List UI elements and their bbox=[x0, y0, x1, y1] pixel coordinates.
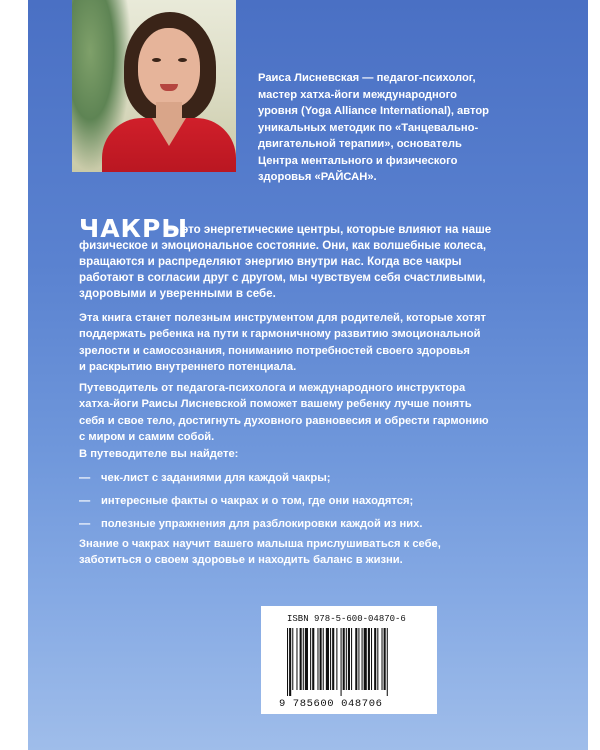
list-item-text: полезные упражнения для разблокировки каждой из них. bbox=[101, 518, 423, 530]
bio-line: мастер хатха-йоги международного bbox=[258, 88, 457, 101]
intro-line: физическое и эмоциональное состояние. Они, как волшебные колеса, bbox=[79, 239, 487, 252]
para-line: заботиться о своем здоровье и находить баланс в жизни. bbox=[79, 554, 403, 567]
para-line: хатха-йоги Раисы Лисневской поможет вашему ребенку лучше понять bbox=[79, 398, 472, 411]
para-line: поддержать ребенка на пути к гармоничному развитию эмоциональной bbox=[79, 328, 481, 341]
barcode-bar bbox=[289, 628, 291, 696]
barcode-bar bbox=[317, 628, 318, 690]
list-item bbox=[79, 518, 422, 530]
para-line: и раскрытию внутреннего потенциала. bbox=[79, 360, 297, 373]
barcode-bar bbox=[287, 628, 288, 696]
paragraph-guide-description bbox=[79, 380, 569, 445]
barcode-bar bbox=[358, 628, 359, 690]
author-eye-left bbox=[152, 58, 161, 62]
list-dash: — bbox=[79, 472, 91, 484]
list-dash: — bbox=[79, 495, 91, 507]
barcode-bar bbox=[310, 628, 311, 690]
author-face bbox=[138, 28, 200, 108]
barcode-bar bbox=[296, 628, 297, 690]
list-item-text: чек-лист с заданиями для каждой чакры; bbox=[101, 472, 331, 484]
para-line: Знание о чакрах научит вашего малыша прислушиваться к себе, bbox=[79, 538, 441, 550]
barcode-bar bbox=[341, 628, 342, 696]
barcode-bar bbox=[364, 628, 367, 690]
bio-line: двигательной терапии», основатель bbox=[258, 138, 462, 150]
chakras-logo: ЧАКРЫ bbox=[79, 214, 189, 243]
barcode-bar bbox=[387, 628, 388, 696]
bio-line: уровня (Yoga Alliance International), автор bbox=[258, 105, 489, 117]
barcode-bar bbox=[374, 628, 376, 690]
isbn-digits: 9 785600 048706 bbox=[279, 698, 383, 710]
list-item bbox=[79, 472, 331, 484]
blouse-collar bbox=[152, 118, 186, 146]
barcode-bar bbox=[351, 628, 352, 690]
barcode-bar bbox=[368, 628, 370, 690]
author-eye-right bbox=[178, 58, 187, 62]
barcode-bar bbox=[305, 628, 308, 690]
para-line: с миром и самим собой. bbox=[79, 430, 215, 443]
barcode-bar bbox=[332, 628, 334, 690]
para-line: зрелости и самосознания, пониманию потребностей своего здоровья bbox=[79, 344, 470, 357]
barcode-bar bbox=[346, 628, 347, 690]
list-dash: — bbox=[79, 518, 91, 530]
list-item-text: интересные факты о чакрах и о том, где они находятся; bbox=[101, 495, 414, 507]
author-photo bbox=[72, 0, 236, 172]
paragraph-closing bbox=[79, 536, 569, 569]
barcode-bar bbox=[336, 628, 337, 690]
barcode-bar bbox=[300, 628, 302, 690]
barcode-bar bbox=[343, 628, 345, 690]
barcode-bar bbox=[303, 628, 304, 690]
book-back-cover bbox=[28, 0, 588, 750]
bio-line: Центра ментального и физического bbox=[258, 154, 458, 167]
isbn-label: ISBN 978-5-600-04870-6 bbox=[287, 614, 406, 624]
intro-line: работают в согласии друг с другом, мы чувствуем себя счастливыми, bbox=[79, 271, 486, 284]
barcode-bar bbox=[320, 628, 322, 690]
intro-line: здоровыми и уверенными в себе. bbox=[79, 287, 276, 300]
list-item bbox=[79, 495, 413, 507]
barcode-bar bbox=[323, 628, 324, 690]
barcode-bar bbox=[292, 628, 293, 690]
barcode-bar bbox=[312, 628, 314, 690]
barcode-bars bbox=[287, 628, 421, 696]
intro-first-line: — это энергетические центры, которые влияют на наше bbox=[167, 223, 492, 236]
isbn-barcode bbox=[261, 606, 437, 714]
barcode-bar bbox=[326, 628, 329, 690]
author-bio bbox=[258, 70, 578, 186]
barcode-bar bbox=[362, 628, 363, 690]
bio-line: здоровья «РАЙСАН». bbox=[258, 171, 377, 183]
barcode-bar bbox=[355, 628, 357, 690]
barcode-bar bbox=[384, 628, 386, 690]
intro-line: вращаются и распределяют энергию внутри нас. Когда все чакры bbox=[79, 255, 462, 268]
bio-line: Раиса Лисневская — педагог-психолог, bbox=[258, 72, 476, 84]
barcode-bar bbox=[377, 628, 378, 690]
barcode-bar bbox=[330, 628, 331, 690]
bio-line: уникальных методик по «Танцевально- bbox=[258, 121, 479, 134]
paragraph-book-purpose bbox=[79, 310, 569, 375]
para-line: себя и свое тело, достигнуть духовного равновесия и обрести гармонию bbox=[79, 414, 489, 427]
list-heading: В путеводителе вы найдете: bbox=[79, 448, 239, 460]
para-line: Путеводитель от педагога-психолога и международного инструктора bbox=[79, 382, 466, 394]
para-line: Эта книга станет полезным инструментом для родителей, которые хотят bbox=[79, 312, 487, 324]
barcode-bar bbox=[382, 628, 383, 690]
barcode-bar bbox=[348, 628, 350, 690]
barcode-bar bbox=[371, 628, 372, 690]
